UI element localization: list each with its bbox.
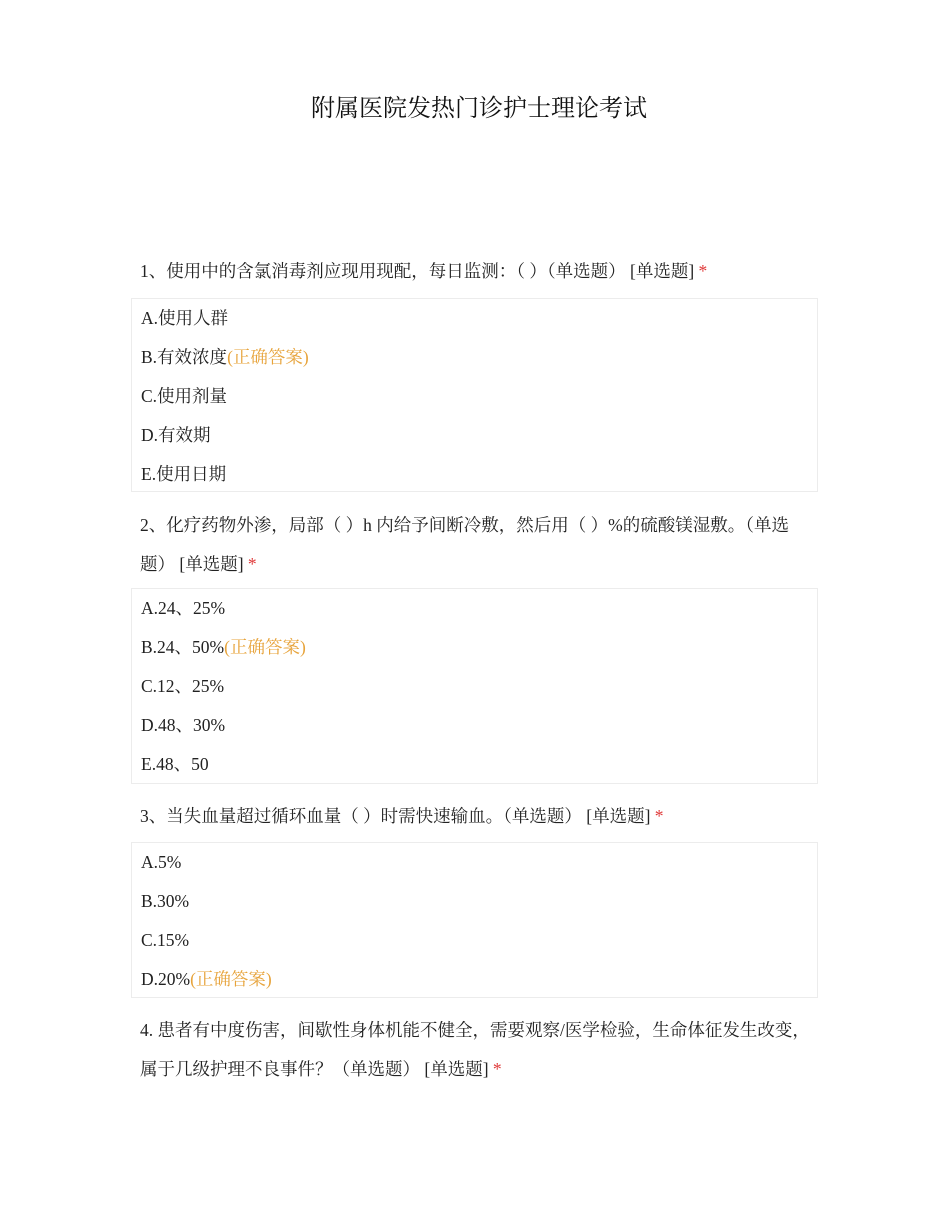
- options-list-2: [131, 588, 818, 784]
- option-e[interactable]: [141, 745, 808, 784]
- option-a[interactable]: [141, 589, 808, 628]
- option-a[interactable]: [141, 299, 808, 338]
- option-d[interactable]: [141, 960, 808, 999]
- question-text: 1、使用中的含氯消毒剂应现用现配，每日监测：（ ）（单选题）: [140, 261, 626, 281]
- correct-answer-tag: (正确答案): [224, 637, 306, 657]
- option-label: D.有效期: [141, 425, 211, 445]
- required-marker: *: [492, 1059, 502, 1079]
- option-label: D.20%: [141, 969, 191, 989]
- question-text: 2、化疗药物外渗，局部（ ）h 内给予间断冷敷，然后用（ ）%的硫酸镁湿敷。（单选题）: [140, 515, 789, 574]
- options-list-3: [131, 842, 818, 998]
- option-b[interactable]: [141, 882, 808, 921]
- question-type: [单选题]: [630, 261, 695, 281]
- question-type: [单选题]: [586, 806, 651, 826]
- page-title: 附属医院发热门诊护士理论考试: [311, 94, 647, 122]
- option-label: B.有效浓度: [141, 347, 228, 367]
- option-label: B.24、50%: [141, 637, 225, 657]
- option-e[interactable]: [141, 455, 808, 494]
- option-a[interactable]: [141, 843, 808, 882]
- required-marker: *: [698, 261, 708, 281]
- option-label: C.使用剂量: [141, 386, 228, 406]
- option-c[interactable]: [141, 667, 808, 706]
- option-c[interactable]: [141, 377, 808, 416]
- correct-answer-tag: (正确答案): [190, 969, 272, 989]
- option-label: A.5%: [141, 852, 182, 872]
- option-b[interactable]: [141, 338, 808, 377]
- question-type: [单选题]: [179, 554, 244, 574]
- option-label: C.12、25%: [141, 676, 225, 696]
- options-list-1: [131, 298, 818, 492]
- question-4: [140, 1011, 820, 1089]
- question-2: [140, 506, 820, 584]
- option-c[interactable]: [141, 921, 808, 960]
- option-label: D.48、30%: [141, 715, 226, 735]
- question-text: 4. 患者有中度伤害，间歇性身体机能不健全，需要观察/医学检验，生命体征发生改变，属于几级护理不良事件？（单选题）: [140, 1020, 810, 1079]
- option-label: B.30%: [141, 891, 190, 911]
- option-label: E.48、50: [141, 754, 209, 774]
- option-label: A.24、25%: [141, 598, 226, 618]
- required-marker: *: [247, 554, 257, 574]
- question-text: 3、当失血量超过循环血量（ ）时需快速输血。（单选题）: [140, 806, 582, 826]
- option-label: E.使用日期: [141, 464, 227, 484]
- option-b[interactable]: [141, 628, 808, 667]
- option-d[interactable]: [141, 706, 808, 745]
- option-d[interactable]: [141, 416, 808, 455]
- option-label: A.使用人群: [141, 308, 229, 328]
- required-marker: *: [654, 806, 664, 826]
- question-1: [140, 252, 820, 291]
- correct-answer-tag: (正确答案): [227, 347, 309, 367]
- question-type: [单选题]: [424, 1059, 489, 1079]
- question-3: [140, 797, 820, 836]
- option-label: C.15%: [141, 930, 190, 950]
